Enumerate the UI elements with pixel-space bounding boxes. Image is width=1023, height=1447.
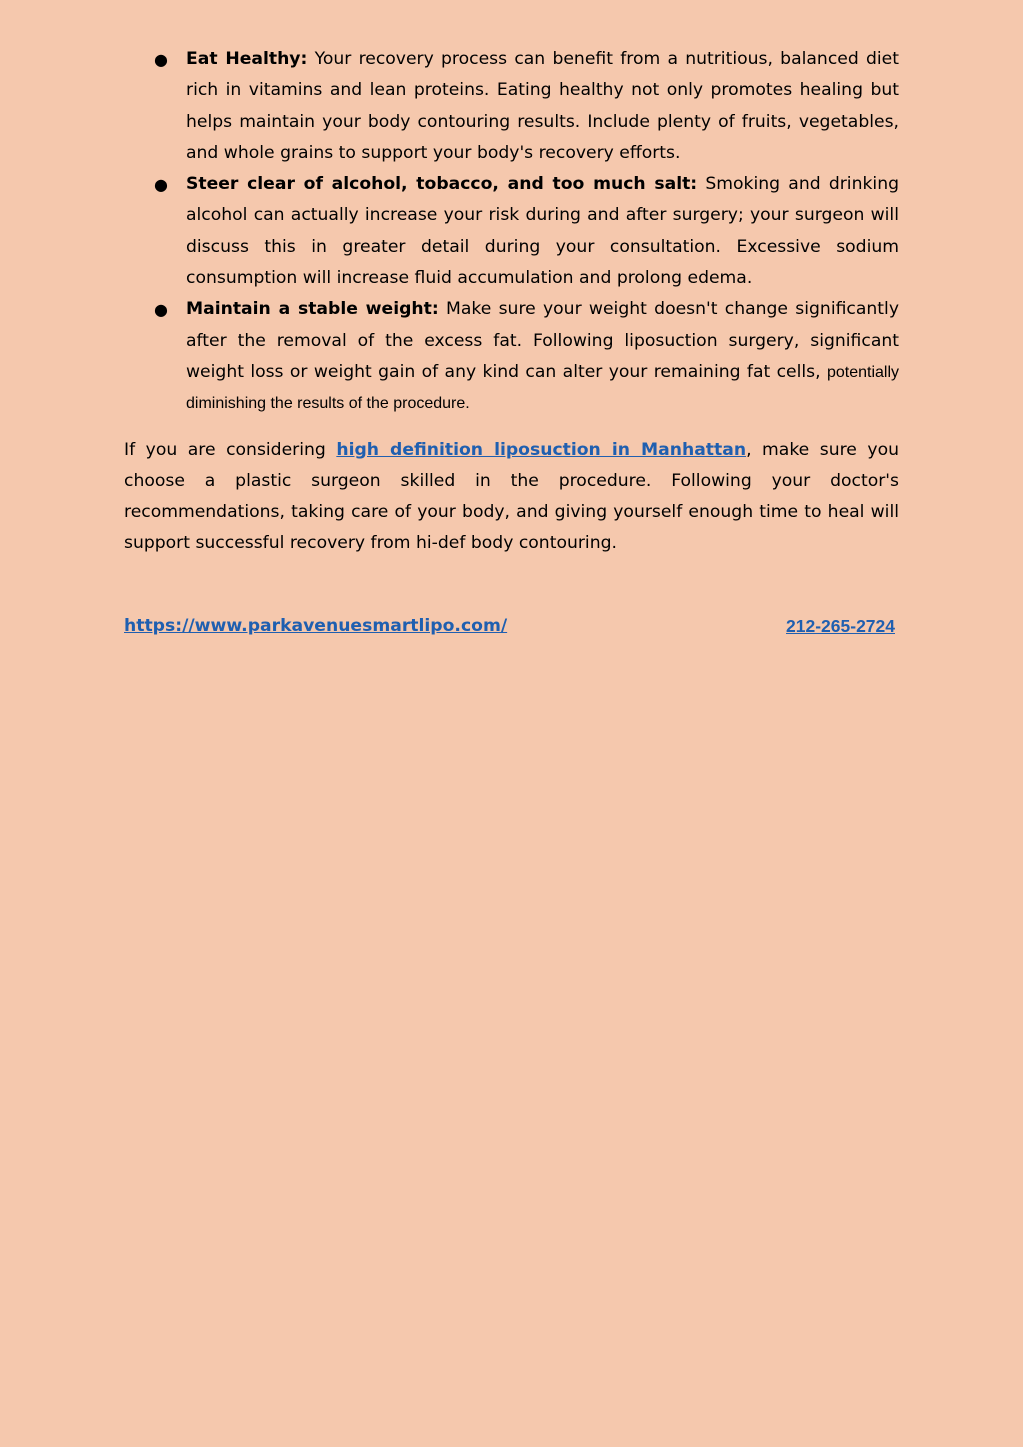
list-item-eat-healthy [124,44,899,169]
list-item-text-tail: potentially diminishing the results of the procedure. [186,363,899,413]
list-item-title: Eat Healthy: [186,49,308,69]
paragraph-text-after: , make sure you choose a plastic surgeon skilled in the procedure. Following your doctor's recommendations, taking care of your body, and giving yourself enough time to heal will support successful recovery from hi-def body contouring. [124,439,899,554]
closing-paragraph [124,435,899,560]
list-item-text: Make sure your weight doesn't change significantly after the removal of the excess fat. Following liposuction surgery, significant weight loss or weight gain of any kind can alter your remaining fat cells, [186,299,899,382]
footer [124,616,895,642]
list-item-text: Your recovery process can benefit from a nutritious, balanced diet rich in vitamins and lean proteins. Eating healthy not only promotes healing but helps maintain your body contouring results. Include plenty of fruits, vegetables, and whole grains to support your body's recovery efforts. [186,49,899,163]
list-item-title: Steer clear of alcohol, tobacco, and too much salt: [186,174,698,195]
bullet-icon: ● [154,300,168,320]
list-item-title: Maintain a stable weight: [186,299,439,320]
list-item-stable-weight [124,294,899,419]
bullet-icon: ● [154,50,168,69]
tips-list [124,44,899,420]
list-item-avoid-alcohol [124,169,899,294]
phone-link[interactable]: 212-265-2724 [786,616,895,636]
liposuction-link[interactable]: high definition liposuction in Manhattan [336,439,747,460]
list-item-text: Smoking and drinking alcohol can actually increase your risk during and after surgery; your surgeon will discuss this in greater detail during your consultation. Excessive sodium consumption will increase fluid accumulation and prolong edema. [186,174,899,289]
website-link[interactable]: https://www.parkavenuesmartlipo.com/ [124,616,508,636]
paragraph-text-before: If you are considering [124,439,337,460]
bullet-icon: ● [154,175,168,195]
document-body [124,44,899,577]
